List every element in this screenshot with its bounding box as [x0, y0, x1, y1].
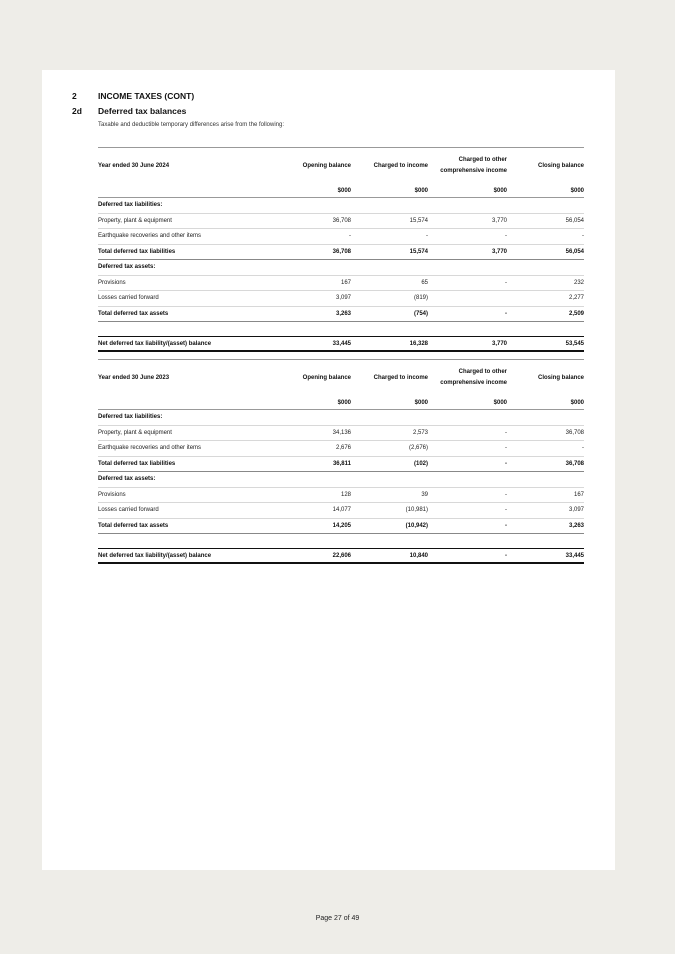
liabilities-header: Deferred tax liabilities: — [98, 198, 584, 214]
value-cell: - — [428, 229, 507, 245]
value-cell: 15,574 — [351, 213, 428, 229]
value-cell: 36,708 — [273, 244, 351, 260]
table-row — [98, 213, 584, 229]
net-balance-row — [98, 549, 584, 564]
total-row — [98, 518, 584, 534]
value-cell: 128 — [273, 487, 351, 503]
col-opening-balance: Opening balance — [273, 148, 351, 185]
intro-text: Taxable and deductible temporary differences arise from the following: — [98, 122, 284, 128]
liabilities-header: Deferred tax liabilities: — [98, 410, 584, 426]
row-label: Earthquake recoveries and other items — [98, 229, 273, 245]
value-cell: 3,770 — [428, 337, 507, 352]
value-cell: 56,054 — [507, 213, 584, 229]
value-cell: - — [351, 229, 428, 245]
section-row — [98, 198, 584, 214]
value-cell: - — [428, 441, 507, 457]
units-row — [98, 396, 584, 410]
table-header-row — [98, 360, 584, 397]
table-row — [98, 291, 584, 307]
value-cell: (754) — [351, 306, 428, 322]
value-cell: - — [428, 425, 507, 441]
table-row — [98, 503, 584, 519]
row-label: Total deferred tax assets — [98, 518, 273, 534]
value-cell: 33,445 — [273, 337, 351, 352]
table-row — [98, 425, 584, 441]
value-cell: 33,445 — [507, 549, 584, 564]
page-footer: Page 27 of 49 — [315, 915, 360, 922]
value-cell: - — [428, 487, 507, 503]
value-cell: - — [507, 229, 584, 245]
value-cell: 36,708 — [507, 425, 584, 441]
value-cell: - — [428, 503, 507, 519]
value-cell: - — [428, 306, 507, 322]
row-label: Total deferred tax liabilities — [98, 244, 273, 260]
col-closing-balance: Closing balance — [507, 360, 584, 397]
units-row — [98, 184, 584, 198]
value-cell: 167 — [273, 275, 351, 291]
col-charged-to-income: Charged to income — [351, 360, 428, 397]
table-row — [98, 441, 584, 457]
value-cell: (10,981) — [351, 503, 428, 519]
value-cell: (10,942) — [351, 518, 428, 534]
subsection-title: Deferred tax balances — [98, 106, 187, 116]
table-row — [98, 229, 584, 245]
value-cell: 2,509 — [507, 306, 584, 322]
total-row — [98, 456, 584, 472]
deferred-tax-table-2023 — [98, 359, 584, 564]
value-cell: 36,708 — [507, 456, 584, 472]
table-row — [98, 487, 584, 503]
col-closing-balance: Closing balance — [507, 148, 584, 185]
value-cell: 3,263 — [273, 306, 351, 322]
assets-header: Deferred tax assets: — [98, 472, 584, 488]
col-charged-to-income: Charged to income — [351, 148, 428, 185]
value-cell: 3,097 — [507, 503, 584, 519]
value-cell: 2,277 — [507, 291, 584, 307]
value-cell: 36,811 — [273, 456, 351, 472]
value-cell: (102) — [351, 456, 428, 472]
value-cell: 3,263 — [507, 518, 584, 534]
table-header-row — [98, 148, 584, 185]
row-label: Losses carried forward — [98, 503, 273, 519]
row-label: Losses carried forward — [98, 291, 273, 307]
value-cell — [428, 291, 507, 307]
value-cell: (2,676) — [351, 441, 428, 457]
row-label: Provisions — [98, 487, 273, 503]
section-row — [98, 260, 584, 276]
value-cell: 65 — [351, 275, 428, 291]
unit-cell: $000 — [273, 396, 351, 410]
value-cell: 16,328 — [351, 337, 428, 352]
table-row — [98, 275, 584, 291]
row-label: Property, plant & equipment — [98, 213, 273, 229]
report-page — [42, 70, 615, 870]
value-cell: (819) — [351, 291, 428, 307]
period-label: Year ended 30 June 2024 — [98, 148, 273, 185]
row-label: Net deferred tax liability/(asset) balance — [98, 337, 273, 352]
value-cell: 167 — [507, 487, 584, 503]
col-charged-oci: Charged to other comprehensive income — [428, 148, 507, 185]
unit-cell: $000 — [351, 396, 428, 410]
value-cell: 39 — [351, 487, 428, 503]
value-cell: 3,770 — [428, 213, 507, 229]
total-row — [98, 306, 584, 322]
row-label: Provisions — [98, 275, 273, 291]
value-cell: 3,097 — [273, 291, 351, 307]
row-label: Property, plant & equipment — [98, 425, 273, 441]
value-cell: 15,574 — [351, 244, 428, 260]
col-charged-oci: Charged to other comprehensive income — [428, 360, 507, 397]
period-label: Year ended 30 June 2023 — [98, 360, 273, 397]
value-cell: - — [428, 549, 507, 564]
total-row — [98, 244, 584, 260]
value-cell: 2,676 — [273, 441, 351, 457]
value-cell: 53,545 — [507, 337, 584, 352]
row-label: Net deferred tax liability/(asset) balance — [98, 549, 273, 564]
unit-cell: $000 — [273, 184, 351, 198]
value-cell: - — [428, 456, 507, 472]
value-cell: 14,077 — [273, 503, 351, 519]
value-cell: 2,573 — [351, 425, 428, 441]
subsection-number: 2d — [72, 106, 82, 116]
section-row — [98, 472, 584, 488]
section-row — [98, 410, 584, 426]
unit-cell: $000 — [428, 184, 507, 198]
assets-header: Deferred tax assets: — [98, 260, 584, 276]
unit-cell: $000 — [507, 184, 584, 198]
unit-cell: $000 — [507, 396, 584, 410]
deferred-tax-table-2024 — [98, 147, 584, 352]
section-title: INCOME TAXES (CONT) — [98, 91, 195, 101]
unit-cell: $000 — [428, 396, 507, 410]
net-balance-row — [98, 337, 584, 352]
value-cell: 22,606 — [273, 549, 351, 564]
value-cell: - — [507, 441, 584, 457]
value-cell: 10,840 — [351, 549, 428, 564]
value-cell: - — [428, 518, 507, 534]
value-cell: 14,205 — [273, 518, 351, 534]
row-label: Earthquake recoveries and other items — [98, 441, 273, 457]
value-cell: 34,136 — [273, 425, 351, 441]
value-cell: 232 — [507, 275, 584, 291]
section-number: 2 — [72, 91, 77, 101]
value-cell: 3,770 — [428, 244, 507, 260]
value-cell: - — [428, 275, 507, 291]
value-cell: - — [273, 229, 351, 245]
value-cell: 36,708 — [273, 213, 351, 229]
row-label: Total deferred tax assets — [98, 306, 273, 322]
unit-cell: $000 — [351, 184, 428, 198]
col-opening-balance: Opening balance — [273, 360, 351, 397]
value-cell: 56,054 — [507, 244, 584, 260]
row-label: Total deferred tax liabilities — [98, 456, 273, 472]
